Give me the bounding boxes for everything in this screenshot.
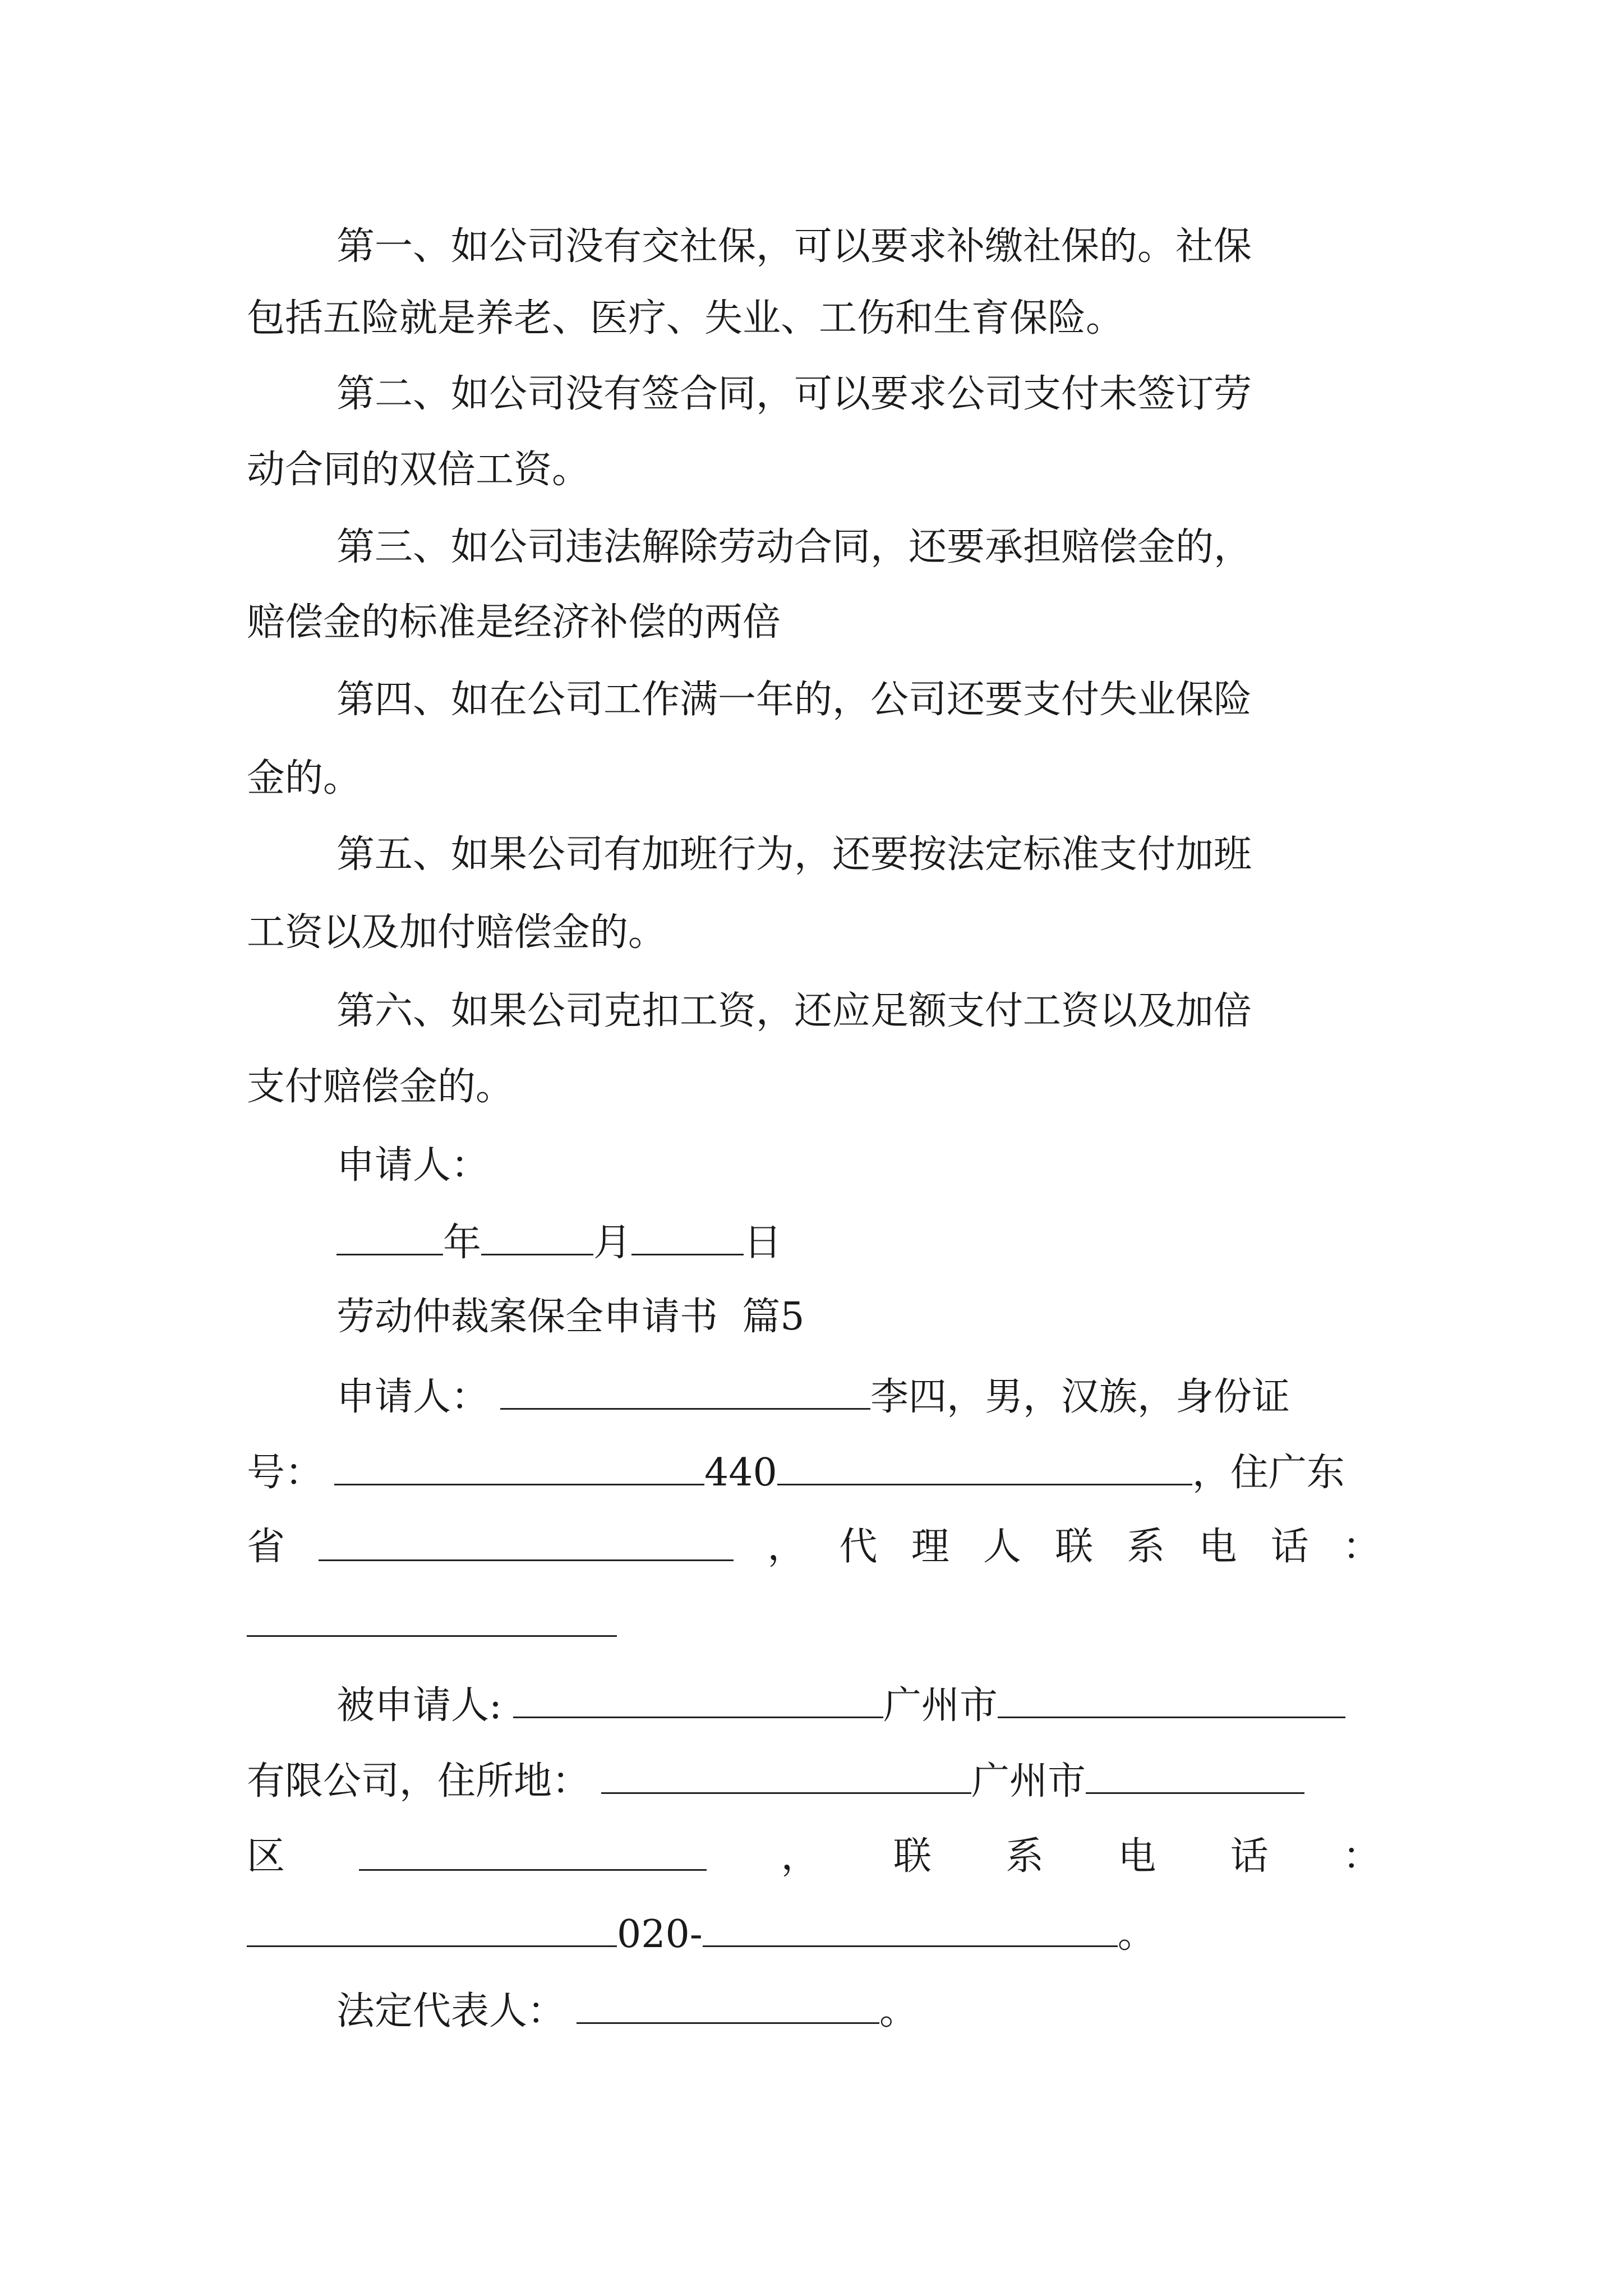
legal-rep-line	[336, 1983, 917, 2039]
year-blank[interactable]	[336, 1214, 443, 1255]
legal-rep-end: 。	[879, 1989, 918, 2033]
para-4-line-2: 金的。	[247, 756, 362, 800]
para-2-line-2: 动合同的双倍工资。	[247, 448, 591, 492]
district-name-blank[interactable]	[359, 1830, 707, 1871]
applicant-info: 李四，男，汉族，身份证	[870, 1375, 1290, 1419]
day-blank[interactable]	[631, 1214, 744, 1255]
id-blank-1[interactable]	[334, 1444, 704, 1485]
phone-char: 系	[1006, 1834, 1044, 1879]
phone-char: 话	[1230, 1834, 1269, 1879]
residence-blank[interactable]	[601, 1753, 971, 1794]
respondent-line-2	[247, 1753, 1304, 1809]
phone-char: 电	[1118, 1834, 1156, 1879]
respondent-company-blank[interactable]	[998, 1677, 1345, 1718]
agent-phone-line	[247, 1596, 617, 1651]
para-1-line-2: 包括五险就是养老、医疗、失业、工伤和生育保险。	[247, 296, 1124, 341]
respondent-line-1	[336, 1677, 1345, 1733]
month-label: 月	[593, 1221, 632, 1265]
respondent-city-2: 广州市	[971, 1759, 1086, 1803]
agent-phone-char: 联	[1055, 1525, 1094, 1569]
district-blank[interactable]	[1086, 1753, 1304, 1794]
comma-2: ，	[781, 1834, 819, 1879]
respondent-city: 广州市	[883, 1683, 998, 1728]
agent-phone-blank[interactable]	[247, 1596, 617, 1637]
day-label: 日	[744, 1221, 782, 1265]
respondent-phone-line	[247, 1906, 1156, 1962]
id-prefix: 440	[704, 1451, 777, 1495]
applicant-line-1	[336, 1369, 1290, 1424]
phone-blank-2[interactable]	[703, 1906, 1118, 1947]
para-4-line-1: 第四、如在公司工作满一年的，公司还要支付失业保险	[336, 678, 1252, 722]
agent-phone-char: 电	[1198, 1525, 1237, 1569]
agent-phone-char: 理	[911, 1525, 949, 1569]
para-2-line-1: 第二、如公司没有签合同，可以要求公司支付未签订劳	[336, 372, 1252, 416]
para-5-line-1: 第五、如果公司有加班行为，还要按法定标准支付加班	[336, 832, 1252, 877]
applicant-name-blank[interactable]	[500, 1369, 870, 1410]
legal-rep-blank[interactable]	[577, 1983, 879, 2024]
respondent-label: 被申请人:	[336, 1683, 502, 1728]
phone-prefix: 020-	[617, 1912, 703, 1957]
agent-phone-char: ：	[1342, 1525, 1381, 1569]
phone-char: 联	[893, 1834, 932, 1879]
phone-end: 。	[1117, 1912, 1156, 1957]
para-1-line-1: 第一、如公司没有交社保，可以要求补缴社保的。社保	[336, 224, 1252, 269]
agent-phone-char: 话	[1270, 1525, 1309, 1569]
phone-char: ：	[1342, 1834, 1381, 1879]
signer-label: 申请人：	[336, 1143, 490, 1188]
id-label: 号：	[247, 1451, 324, 1495]
agent-phone-char: 代	[839, 1525, 878, 1569]
para-5-line-2: 工资以及加付赔偿金的。	[247, 910, 667, 955]
respondent-company: 有限公司，住所地：	[247, 1759, 591, 1803]
para-3-line-2: 赔偿金的标准是经济补偿的两倍	[247, 600, 781, 645]
district-label: 区	[247, 1834, 285, 1879]
agent-phone-char: 系	[1127, 1525, 1165, 1569]
province-label: 省	[247, 1525, 285, 1569]
respondent-line-3	[247, 1830, 1381, 1884]
id-blank-2[interactable]	[777, 1444, 1192, 1485]
legal-rep-label: 法定代表人：	[336, 1989, 566, 2033]
phone-blank-1[interactable]	[247, 1906, 617, 1947]
year-label: 年	[443, 1221, 482, 1265]
para-6-line-2: 支付赔偿金的。	[247, 1065, 514, 1109]
applicant-line-2	[247, 1444, 1345, 1500]
para-6-line-1: 第六、如果公司克扣工资，还应足额支付工资以及加倍	[336, 989, 1252, 1033]
section-title: 劳动仲裁案保全申请书 篇5	[336, 1295, 805, 1339]
comma-1: ，	[767, 1525, 806, 1569]
para-3-line-1: 第三、如公司违法解除劳动合同，还要承担赔偿金的，	[336, 525, 1252, 569]
date-line	[336, 1214, 782, 1270]
respondent-name-blank[interactable]	[513, 1677, 883, 1718]
address-lead: ，住广东	[1192, 1451, 1345, 1495]
province-blank[interactable]	[319, 1520, 734, 1561]
applicant-line-3	[247, 1520, 1381, 1574]
applicant-label: 申请人：	[336, 1375, 490, 1419]
agent-phone-char: 人	[983, 1525, 1021, 1569]
month-blank[interactable]	[481, 1214, 593, 1255]
